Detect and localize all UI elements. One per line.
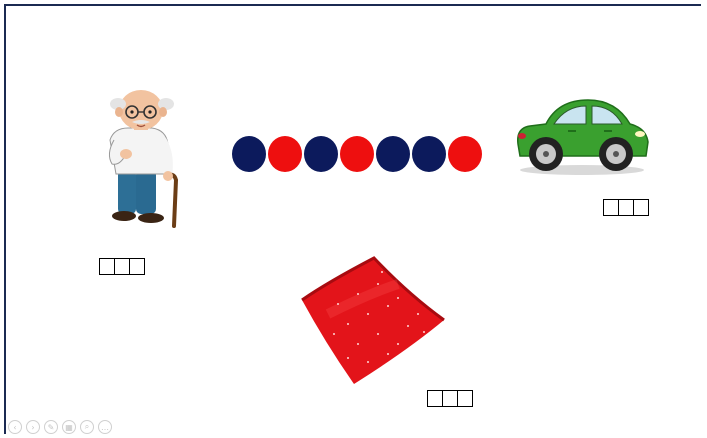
answer-cell[interactable] xyxy=(633,199,649,216)
grandfather-picture xyxy=(96,88,192,228)
answer-cell[interactable] xyxy=(114,258,130,275)
navy-bead xyxy=(232,136,266,172)
answer-box-pillow[interactable] xyxy=(427,390,473,407)
navy-bead xyxy=(412,136,446,172)
zoom-icon[interactable]: ⌕ xyxy=(80,420,94,434)
answer-cell[interactable] xyxy=(99,258,115,275)
answer-box-car[interactable] xyxy=(603,199,649,216)
pillow-picture xyxy=(298,254,448,388)
car-picture xyxy=(512,94,652,176)
pen-icon[interactable]: ✎ xyxy=(44,420,58,434)
answer-box-grandfather[interactable] xyxy=(99,258,145,275)
answer-cell[interactable] xyxy=(603,199,619,216)
slides-icon[interactable]: ▦ xyxy=(62,420,76,434)
answer-cell[interactable] xyxy=(457,390,473,407)
red-bead xyxy=(340,136,374,172)
answer-cell[interactable] xyxy=(442,390,458,407)
navy-bead xyxy=(376,136,410,172)
answer-cell[interactable] xyxy=(427,390,443,407)
answer-cell[interactable] xyxy=(618,199,634,216)
red-bead xyxy=(268,136,302,172)
red-bead xyxy=(448,136,482,172)
prev-icon[interactable]: ‹ xyxy=(8,420,22,434)
navy-bead xyxy=(304,136,338,172)
bead-row xyxy=(232,136,484,172)
next-icon[interactable]: › xyxy=(26,420,40,434)
more-icon[interactable]: … xyxy=(98,420,112,434)
answer-cell[interactable] xyxy=(129,258,145,275)
slideshow-toolbar xyxy=(8,420,112,434)
